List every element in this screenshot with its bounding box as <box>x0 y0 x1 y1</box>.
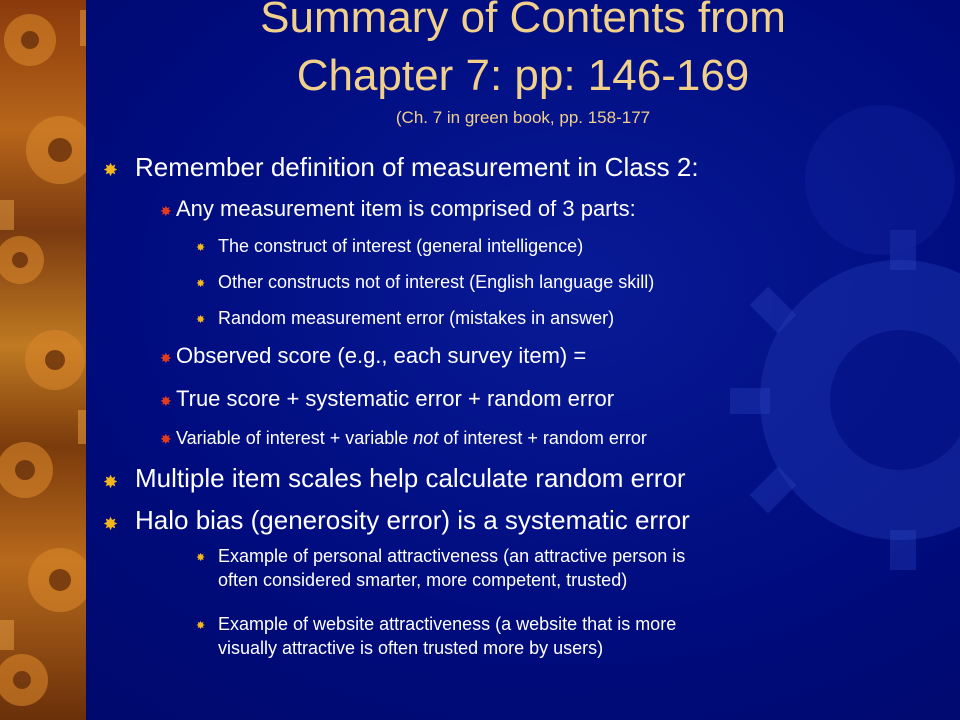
bullet-random-error: Random measurement error (mistakes in answer) <box>218 308 615 328</box>
bullet-personal-attractiveness-line1: Example of personal attractiveness (an attractive person is <box>218 546 686 566</box>
slide-title-line1: Summary of Contents from <box>260 0 786 42</box>
bullet-icon: ✸ <box>160 431 172 447</box>
bullet-construct-of-interest: The construct of interest (general intelligence) <box>218 236 584 256</box>
bullet-icon: ✸ <box>103 514 119 534</box>
bullet-true-score: True score + systematic error + random error <box>176 386 615 411</box>
bullet-variable-of-interest <box>176 427 647 449</box>
bullet-observed-score: Observed score (e.g., each survey item) = <box>176 343 587 368</box>
bullet-website-attractiveness-line2: visually attractive is often trusted more by users) <box>218 638 604 658</box>
bullet-website-attractiveness-line1: Example of website attractiveness (a website that is more <box>218 614 677 634</box>
bullet-icon: ✸ <box>160 393 172 409</box>
bullet-icon: ✸ <box>160 350 172 366</box>
slide-subtitle: (Ch. 7 in green book, pp. 158-177 <box>395 108 651 127</box>
bullet-icon: ✸ <box>196 242 206 254</box>
bullet-personal-attractiveness-line2: often considered smarter, more competent, trusted) <box>218 570 628 590</box>
decorative-gear-strip <box>0 0 86 720</box>
bullet-halo-bias: Halo bias (generosity error) is a systematic error <box>135 505 690 535</box>
bullet-icon: ✸ <box>196 620 206 632</box>
bullet-other-constructs: Other constructs not of interest (English language skill) <box>218 272 655 292</box>
bullet-icon: ✸ <box>160 203 172 219</box>
bullet-icon: ✸ <box>196 278 206 290</box>
bullet-remember-definition: Remember definition of measurement in Class 2: <box>135 152 699 182</box>
gear-strip-icon <box>0 0 86 720</box>
bullet-icon: ✸ <box>196 314 206 326</box>
variable-of-interest-text-end: of interest + random error <box>438 428 647 448</box>
bullet-icon: ✸ <box>196 552 206 564</box>
variable-of-interest-text: Variable of interest + variable <box>176 428 414 448</box>
slide-title-line2: Chapter 7: pp: 146-169 <box>296 51 750 100</box>
emphasis-not: not <box>413 428 439 448</box>
bullet-multiple-item-scales: Multiple item scales help calculate random error <box>135 463 686 493</box>
bullet-measurement-parts: Any measurement item is comprised of 3 parts: <box>176 196 636 221</box>
bullet-icon: ✸ <box>103 472 119 492</box>
bullet-icon: ✸ <box>103 160 119 180</box>
